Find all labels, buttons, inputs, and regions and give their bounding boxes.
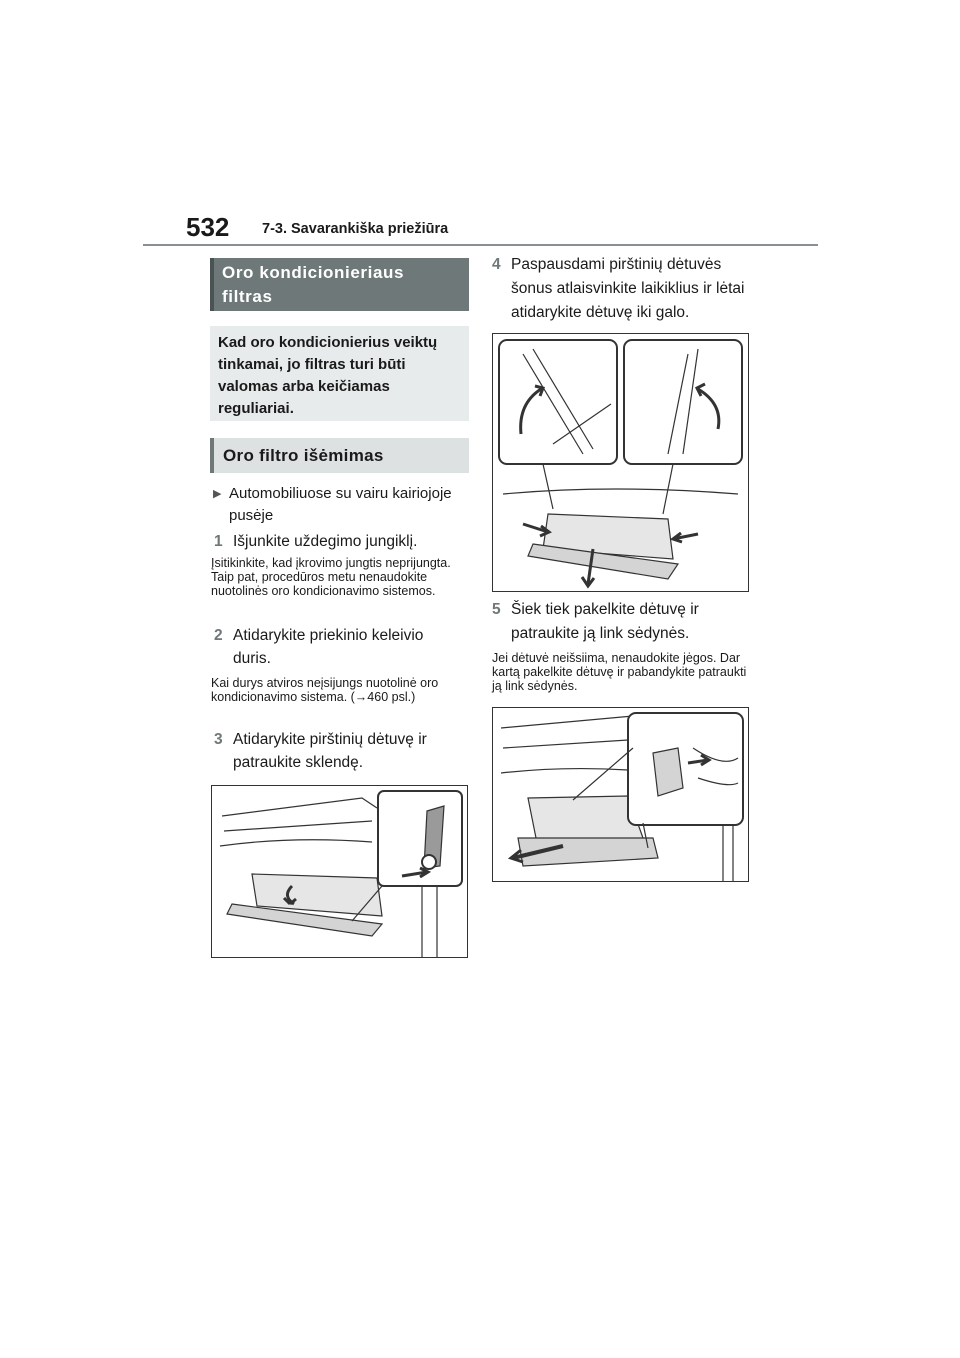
step-3 [214,728,464,774]
step-text: Šiek tiek pakelkite dėtuvę ir patraukite ją link sėdynės. [511,601,699,642]
step-number: 3 [214,731,223,748]
intro-box [210,326,469,421]
step-2 [214,624,464,670]
triangle-bullet-icon: ▶ [213,488,222,500]
heading-air-filter-text: Oro kondicionieriaus filtras [222,263,405,306]
step-5 [492,598,748,646]
intro-text: Kad oro kondicionierius veiktų tinkamai, jo filtras turi būti valomas arba keičiamas reguliariai. [218,334,438,417]
step-1 [214,530,464,553]
glovebox-release-illustration [492,333,749,592]
step-text: Atidarykite pirštinių dėtuvę ir patraukite sklendę. [233,731,427,771]
header-divider [143,244,818,246]
glovebox-remove-illustration [492,707,749,882]
step-number: 5 [492,601,501,618]
step-2-note: Kai durys atviros neįsijungs nuotolinė oro kondicionavimo sistema. (→460 psl.) [211,676,439,704]
section-title: 7-3. Savarankiška priežiūra [262,221,449,237]
lhd-bullet-text: Automobiliuose su vairu kairiojoje pusėje [229,485,452,524]
lhd-bullet [213,483,463,527]
step-1-note: Įsitikinkite, kad įkrovimo jungtis neprijungta. Taip pat, procedūros metu nenaudokite nuotolinės oro kondicionavimo sistemos. [211,556,451,598]
step-number: 2 [214,627,223,644]
step-number: 1 [214,533,223,550]
step-text: Atidarykite priekinio keleivio duris. [233,627,424,667]
step-4 [492,253,748,325]
heading-filter-removal-text: Oro filtro išėmimas [223,446,384,465]
heading-filter-removal [210,438,469,473]
step-number: 4 [492,256,501,273]
step-text: Išjunkite uždegimo jungiklį. [233,533,418,550]
page-number: 532 [186,212,230,242]
heading-air-filter [210,258,469,311]
step-text: Paspausdami pirštinių dėtuvės šonus atlaisvinkite laikiklius ir lėtai atidarykite dėtuvę iki galo. [511,256,745,321]
heading-accent-bar [210,258,214,311]
glovebox-damper-illustration [211,785,468,958]
step-5-note: Jei dėtuvė neišsiima, nenaudokite jėgos. Dar kartą pakelkite dėtuvę ir pabandykite patraukti ją link sėdynės. [492,651,747,693]
